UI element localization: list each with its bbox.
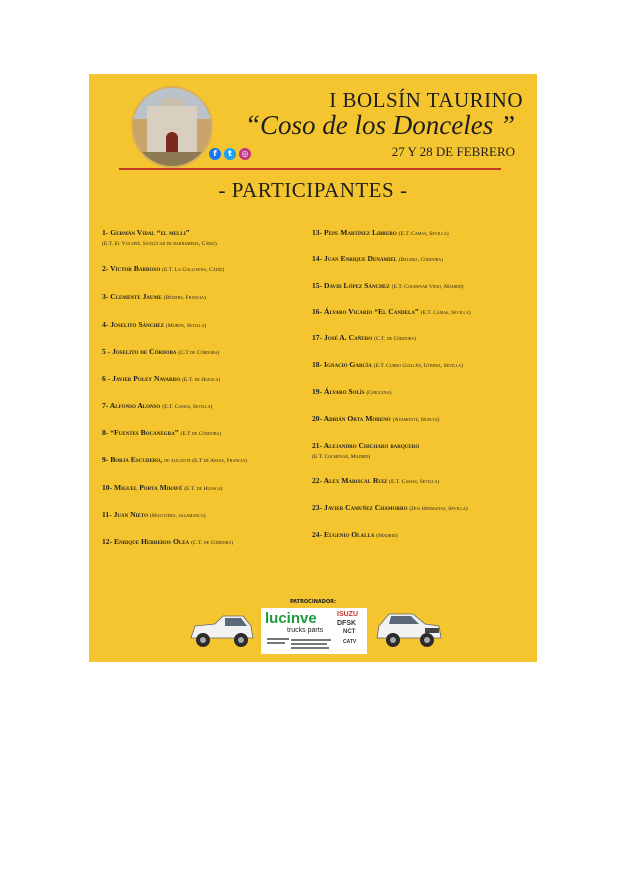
participant-name: 18- Ignacio García bbox=[312, 360, 374, 369]
participant-name: 16- Álvaro Vicario “El Candela” bbox=[312, 307, 421, 316]
participant-origin: (Madrid) bbox=[376, 533, 398, 539]
participant-name: 4- Joselito Sánchez bbox=[102, 320, 166, 329]
participant-entry bbox=[312, 408, 532, 426]
participant-entry bbox=[312, 275, 532, 293]
participant-entry bbox=[312, 222, 532, 240]
building-photo-logo bbox=[131, 86, 213, 168]
participant-name: 22- Alex Mariscal Ruiz bbox=[312, 476, 390, 485]
participant-name: 23- Javier Camuñez Chamorro bbox=[312, 503, 410, 512]
participant-entry bbox=[312, 327, 532, 345]
participant-entry bbox=[102, 449, 317, 467]
sponsor-logo bbox=[261, 608, 367, 654]
participant-entry bbox=[102, 258, 317, 276]
divider-line bbox=[119, 168, 501, 170]
participant-name: 19- Álvaro Solís bbox=[312, 387, 367, 396]
event-dates: 27 Y 28 DE FEBRERO bbox=[391, 144, 515, 159]
poster bbox=[89, 74, 537, 662]
lucinve-tagline: trucks parts bbox=[287, 627, 324, 634]
participant-origin: (Béziers, Francia) bbox=[163, 295, 206, 301]
participant-origin: (E.T. El Volapié, Sanlúcar de barrameda, Cádiz) bbox=[102, 241, 217, 247]
lucinve-brand: lucinve bbox=[265, 610, 317, 627]
participant-name: 17- José A. Cañero bbox=[312, 333, 375, 342]
participant-origin: (Morón, Sevilla) bbox=[165, 323, 207, 329]
participant-name: 13- Pepe Martínez Librero bbox=[312, 228, 399, 237]
participant-origin: (Dos Hermanas, Sevilla) bbox=[409, 506, 468, 512]
participant-origin: (Chiclena) bbox=[366, 390, 392, 396]
participant-entry bbox=[102, 341, 317, 359]
facebook-icon: f bbox=[209, 148, 221, 160]
participant-name: 8- “Fuentes Bocanegra” bbox=[102, 428, 181, 437]
participant-name: 15- David López Sánchez bbox=[312, 281, 392, 290]
participant-name: 20- Adrián Orta Moreno bbox=[312, 414, 393, 423]
participant-entry bbox=[312, 435, 532, 460]
participant-entry bbox=[102, 422, 317, 440]
participant-name: 12- Enrique Herreros Olea bbox=[102, 537, 192, 546]
participant-entry bbox=[312, 470, 532, 488]
participant-name: 5 - Joselito de Córdoba bbox=[102, 347, 179, 356]
twitter-icon: t bbox=[224, 148, 236, 160]
participant-entry bbox=[312, 497, 532, 515]
participant-origin: (E.T. Camas, Sevilla) bbox=[389, 479, 440, 485]
participant-origin: (C.T. de Córdoba) bbox=[191, 540, 234, 546]
event-title: I BOLSÍN TAURINO bbox=[329, 88, 523, 112]
participant-name: 7- Alfonso Alonso bbox=[102, 401, 163, 410]
participant-name: 2- Víctor Barroso bbox=[102, 264, 163, 273]
participant-origin: (E.T de Córdoba) bbox=[180, 431, 222, 437]
participant-name: 3- Clemente Jaume bbox=[102, 292, 164, 301]
participant-origin: (C.T. de Córdoba) bbox=[374, 336, 417, 342]
participant-entry bbox=[312, 354, 532, 372]
participant-origin: (C.T de Córdoba) bbox=[178, 350, 220, 356]
participant-origin: de alicante (E.T de Arles, Francia) bbox=[164, 458, 247, 464]
participant-entry bbox=[102, 314, 317, 332]
participant-origin: (Belmez, Córdoba) bbox=[398, 257, 444, 263]
participant-name: 21- Alejandro Chicharo barquero bbox=[312, 441, 420, 450]
participant-entry bbox=[102, 504, 317, 522]
participant-origin: (Macotera, salamanca) bbox=[149, 513, 206, 519]
pickup-truck-image-left bbox=[185, 608, 257, 652]
pickup-truck-image-right bbox=[373, 608, 445, 652]
participant-origin: (E.T. Curro Guillén, Utrera, Sevilla) bbox=[373, 363, 463, 369]
event-subtitle: “Coso de los Donceles ” bbox=[245, 110, 515, 140]
participant-entry bbox=[312, 301, 532, 319]
participant-entry bbox=[312, 524, 532, 542]
participant-name: 14- Juan Enrique Denamiel bbox=[312, 254, 399, 263]
participant-entry bbox=[312, 381, 532, 399]
participant-name: 1- Germán Vidal “el melli” bbox=[102, 228, 190, 237]
participant-entry bbox=[102, 222, 317, 247]
participant-origin: (E.T. Colmenar Viejo, Madrid) bbox=[391, 284, 464, 290]
participant-name: 9- Borja Escudero, bbox=[102, 455, 165, 464]
participant-origin: (E.T. de Huesca) bbox=[184, 486, 223, 492]
participants-heading: - PARTICIPANTES - bbox=[218, 178, 408, 202]
participant-origin: (E.T. de Huesca) bbox=[182, 377, 221, 383]
isuzu-brand: ISUZU bbox=[337, 611, 358, 618]
participant-entry bbox=[102, 286, 317, 304]
participant-name: 10- Miguel Porta Miravé bbox=[102, 483, 185, 492]
dfsk-brand: DFSK bbox=[337, 620, 357, 627]
participant-origin: (E.T. Camas, Sevilla) bbox=[398, 231, 449, 237]
catv-brand: CATV bbox=[343, 639, 357, 645]
participant-entry bbox=[102, 477, 317, 495]
participant-name: 24- Eugenio Olalla bbox=[312, 530, 377, 539]
participant-origin: (E.T. Colmenar, Madrid) bbox=[312, 454, 371, 460]
participant-origin: (E.T. Camas, Sevilla) bbox=[420, 310, 471, 316]
sponsor-label: PATROCINADOR: bbox=[289, 599, 337, 605]
participant-origin: (Ayamonte, Huelva) bbox=[392, 417, 440, 423]
participant-entry bbox=[102, 368, 317, 386]
participant-entry bbox=[102, 395, 317, 413]
participant-name: 11- Juan Nieto bbox=[102, 510, 150, 519]
participant-name: 6 - Javier Poley Navarro bbox=[102, 374, 183, 383]
participant-entry bbox=[102, 531, 317, 549]
nct-brand: NCT bbox=[343, 629, 356, 635]
participant-origin: (E.T. Camas, Sevilla) bbox=[162, 404, 213, 410]
instagram-icon: ◎ bbox=[239, 148, 251, 160]
participant-origin: (E.T. La Gallosina, Cádiz) bbox=[162, 267, 225, 273]
participant-entry bbox=[312, 248, 532, 266]
